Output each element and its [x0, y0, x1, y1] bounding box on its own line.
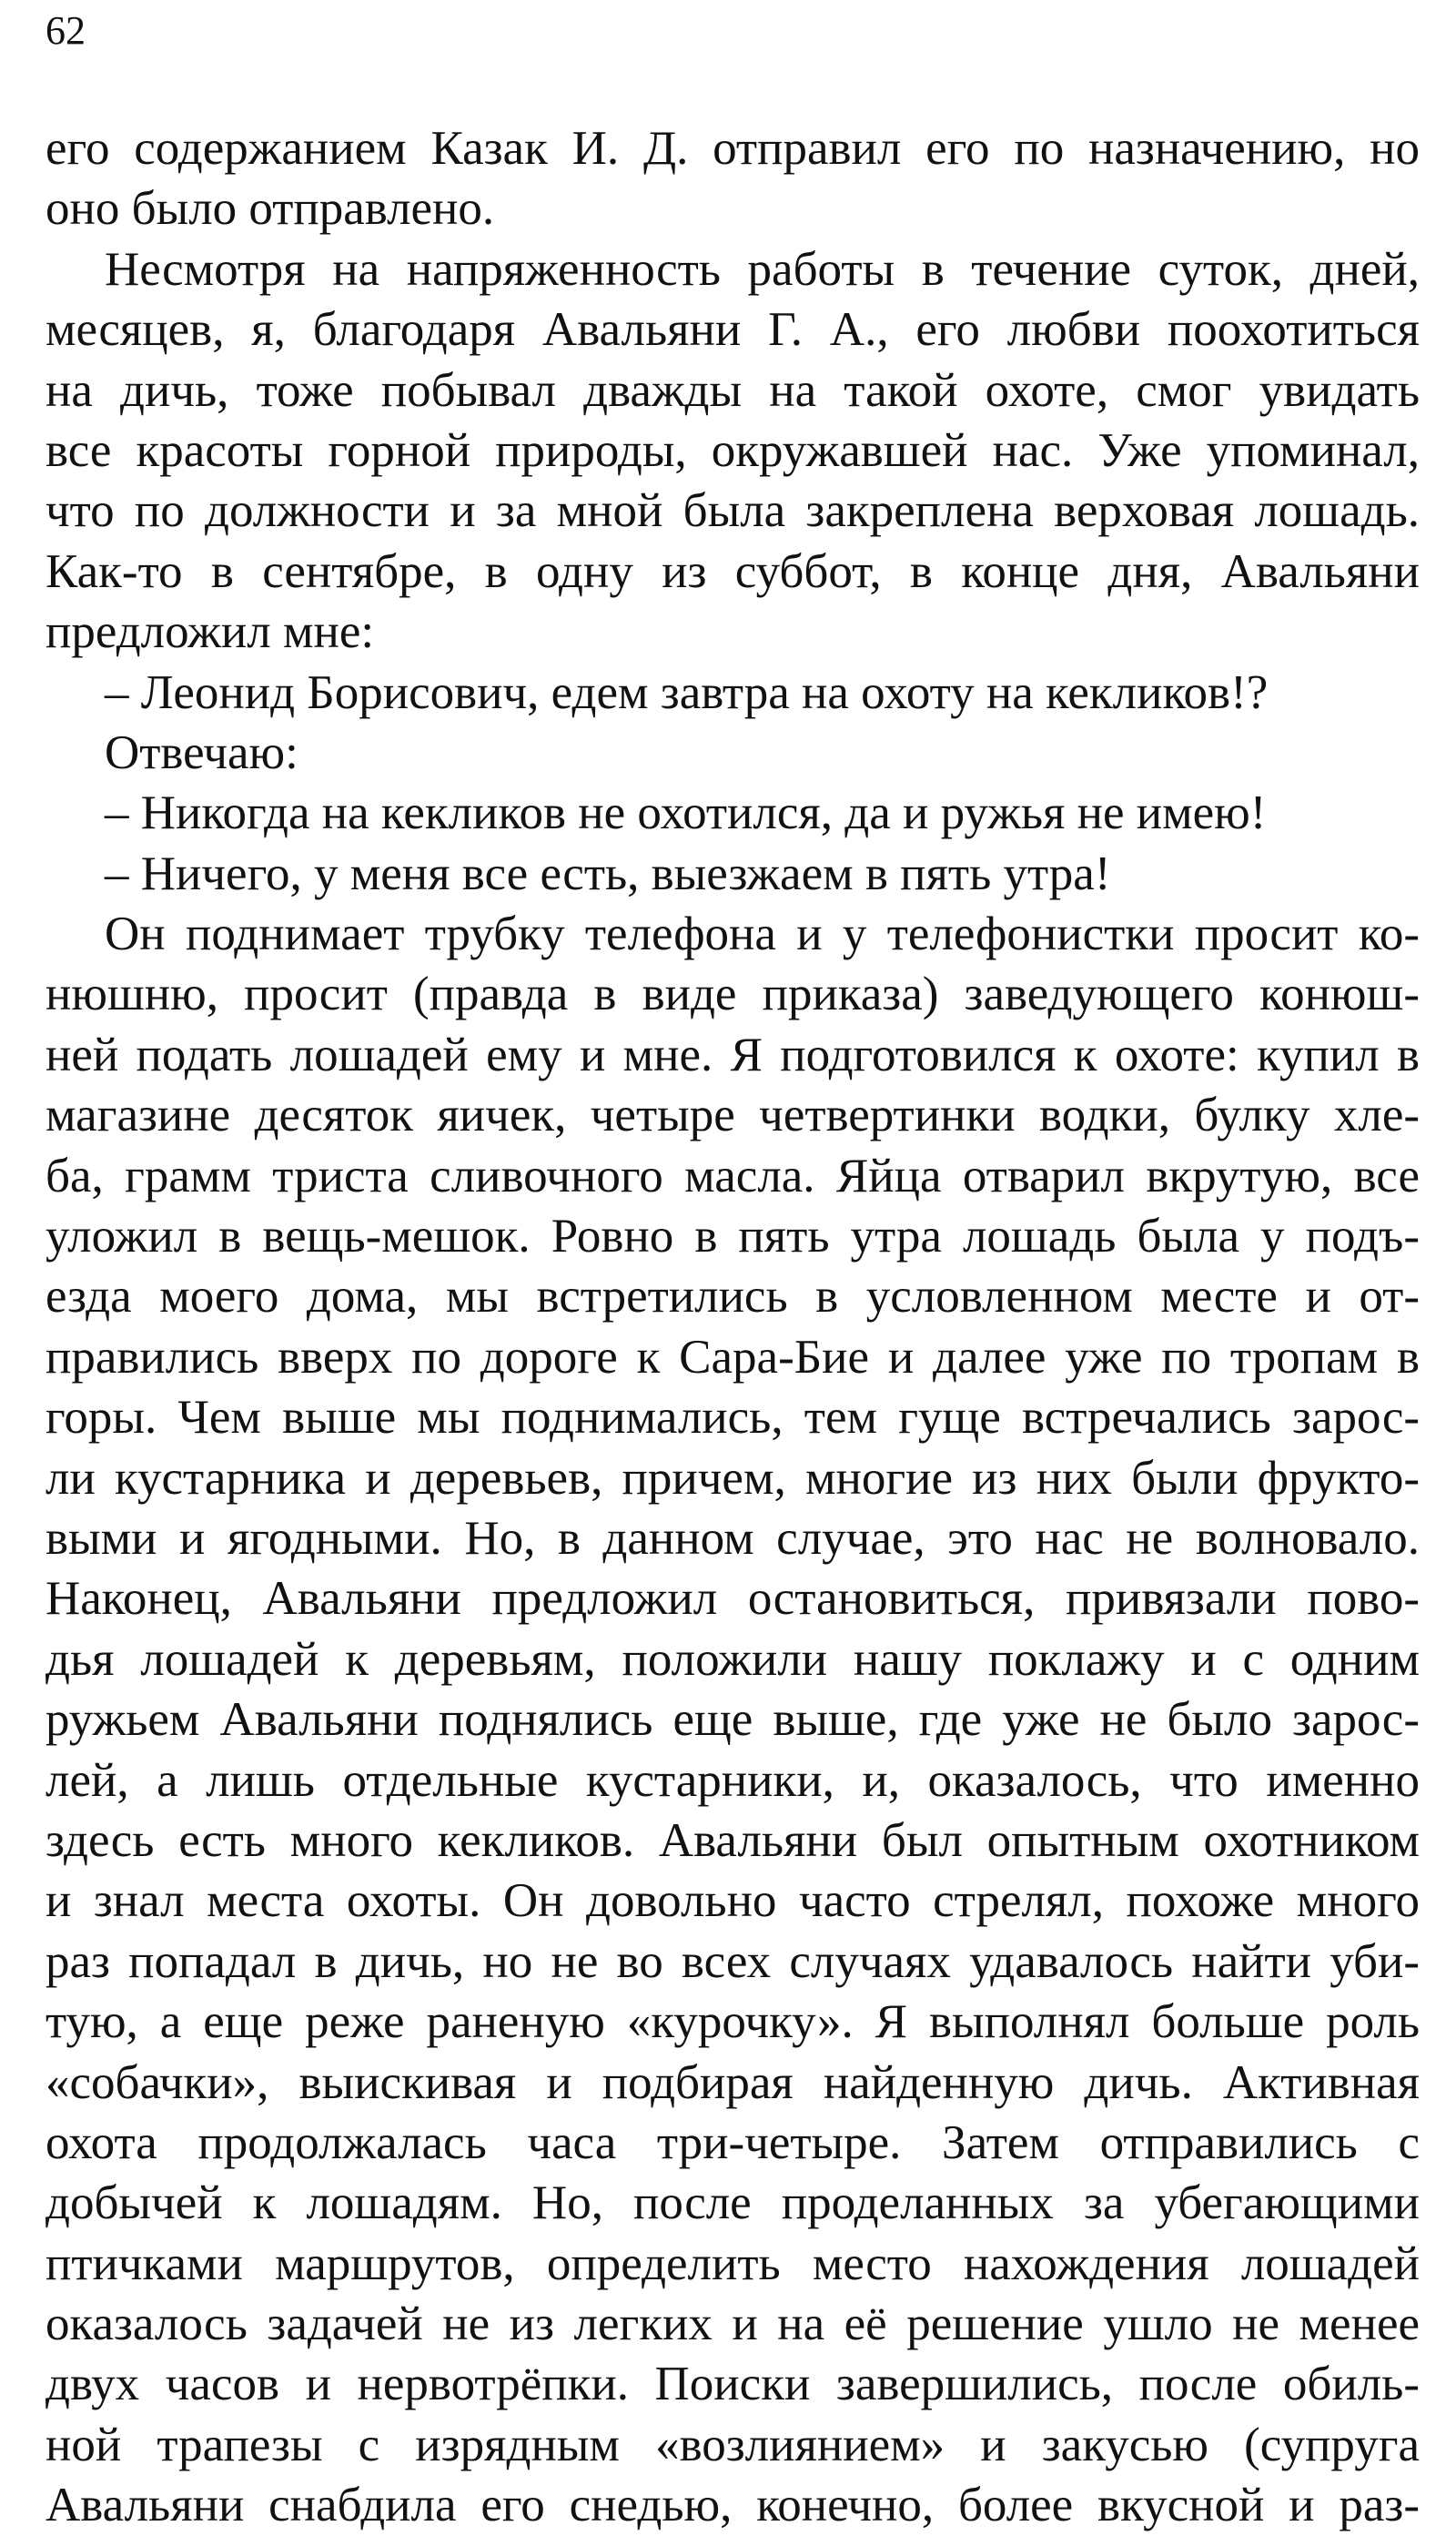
text-line: Наконец, Авальяни предложил остановиться, привязали пово-: [46, 1572, 1420, 1626]
text-line: оказалось задачей не из легких и на её решение ушло не менее: [46, 2298, 1420, 2351]
text-line: «собачки», выискивая и подбирая найденную дичь. Активная: [46, 2055, 1420, 2109]
text-line: лей, а лишь отдельные кустарники, и, оказалось, что именно: [46, 1753, 1420, 1807]
text-line: уложил в вещь-мешок. Ровно в пять утра лошадь была у подъ-: [46, 1210, 1420, 1263]
text-line: и знал места охоты. Он довольно часто стрелял, похоже много: [46, 1874, 1420, 1928]
text-line: предложил мне:: [46, 605, 375, 659]
text-line: охота продолжалась часа три-четыре. Затем отправились с: [46, 2115, 1420, 2169]
text-line: – Ничего, у меня все есть, выезжаем в пять утра!: [105, 847, 1111, 900]
text-line: месяцев, я, благодаря Авальяни Г. А., его любви поохотиться: [46, 303, 1420, 357]
text-line: езда моего дома, мы встретились в условленном месте и от-: [46, 1270, 1420, 1324]
text-line: нюшню, просит (правда в виде приказа) заведующего конюш-: [46, 968, 1420, 1021]
text-line: ной трапезы с изрядным «возлиянием» и закусью (супруга: [46, 2418, 1420, 2471]
text-line: на дичь, тоже побывал дважды на такой охоте, смог увидать: [46, 363, 1420, 417]
text-line: раз попадал в дичь, но не во всех случаях удавалось найти уби-: [46, 1934, 1420, 1988]
text-line: магазине десяток яичек, четыре четвертинки водки, булку хле-: [46, 1089, 1420, 1142]
text-line: оно было отправлено.: [46, 182, 495, 236]
text-line: ли кустарника и деревьев, причем, многие из них были фрукто-: [46, 1451, 1420, 1505]
text-line: все красоты горной природы, окружавшей нас. Уже упоминал,: [46, 423, 1420, 477]
text-line: тую, а еще реже раненую «курочку». Я выполнял больше роль: [46, 1995, 1420, 2049]
text-line: Он поднимает трубку телефона и у телефонистки просит ко-: [105, 908, 1420, 961]
text-line: – Леонид Борисович, едем завтра на охоту на кекликов!?: [105, 665, 1269, 719]
text-line: его содержанием Казак И. Д. отправил его по назначению, но: [46, 122, 1420, 175]
text-line: – Никогда на кекликов не охотился, да и ружья не имею!: [105, 786, 1267, 840]
text-line: выми и ягодными. Но, в данном случае, это нас не волновало.: [46, 1511, 1420, 1565]
text-line: Отвечаю:: [105, 725, 298, 779]
text-line: двух часов и нервотрёпки. Поиски завершились, после обиль-: [46, 2358, 1420, 2411]
text-line: добычей к лошадям. Но, после проделанных за убегающими: [46, 2176, 1420, 2230]
text-line: правились вверх по дороге к Сара-Бие и далее уже по тропам в: [46, 1330, 1420, 1384]
text-line: ба, грамм триста сливочного масла. Яйца отварил вкрутую, все: [46, 1149, 1420, 1202]
text-line: дья лошадей к деревьям, положили нашу поклажу и с одним: [46, 1632, 1420, 1686]
text-line: Несмотря на напряженность работы в течение суток, дней,: [105, 242, 1420, 296]
text-line: горы. Чем выше мы поднимались, тем гуще встречались зарос-: [46, 1391, 1420, 1445]
body-text: [46, 118, 1420, 2536]
text-line: ружьем Авальяни поднялись еще выше, где уже не было зарос-: [46, 1693, 1420, 1747]
page-number: 62: [46, 8, 86, 53]
text-line: здесь есть много кекликов. Авальяни был опытным охотником: [46, 1813, 1420, 1867]
text-line: птичками маршрутов, определить место нахождения лошадей: [46, 2237, 1420, 2290]
text-line: что по должности и за мной была закреплена верховая лошадь.: [46, 484, 1420, 538]
text-line: Авальяни снабдила его снедью, конечно, более вкусной и раз-: [46, 2479, 1420, 2532]
text-line: ней подать лошадей ему и мне. Я подготовился к охоте: купил в: [46, 1028, 1420, 1081]
text-line: Как-то в сентябре, в одну из суббот, в конце дня, Авальяни: [46, 544, 1420, 598]
